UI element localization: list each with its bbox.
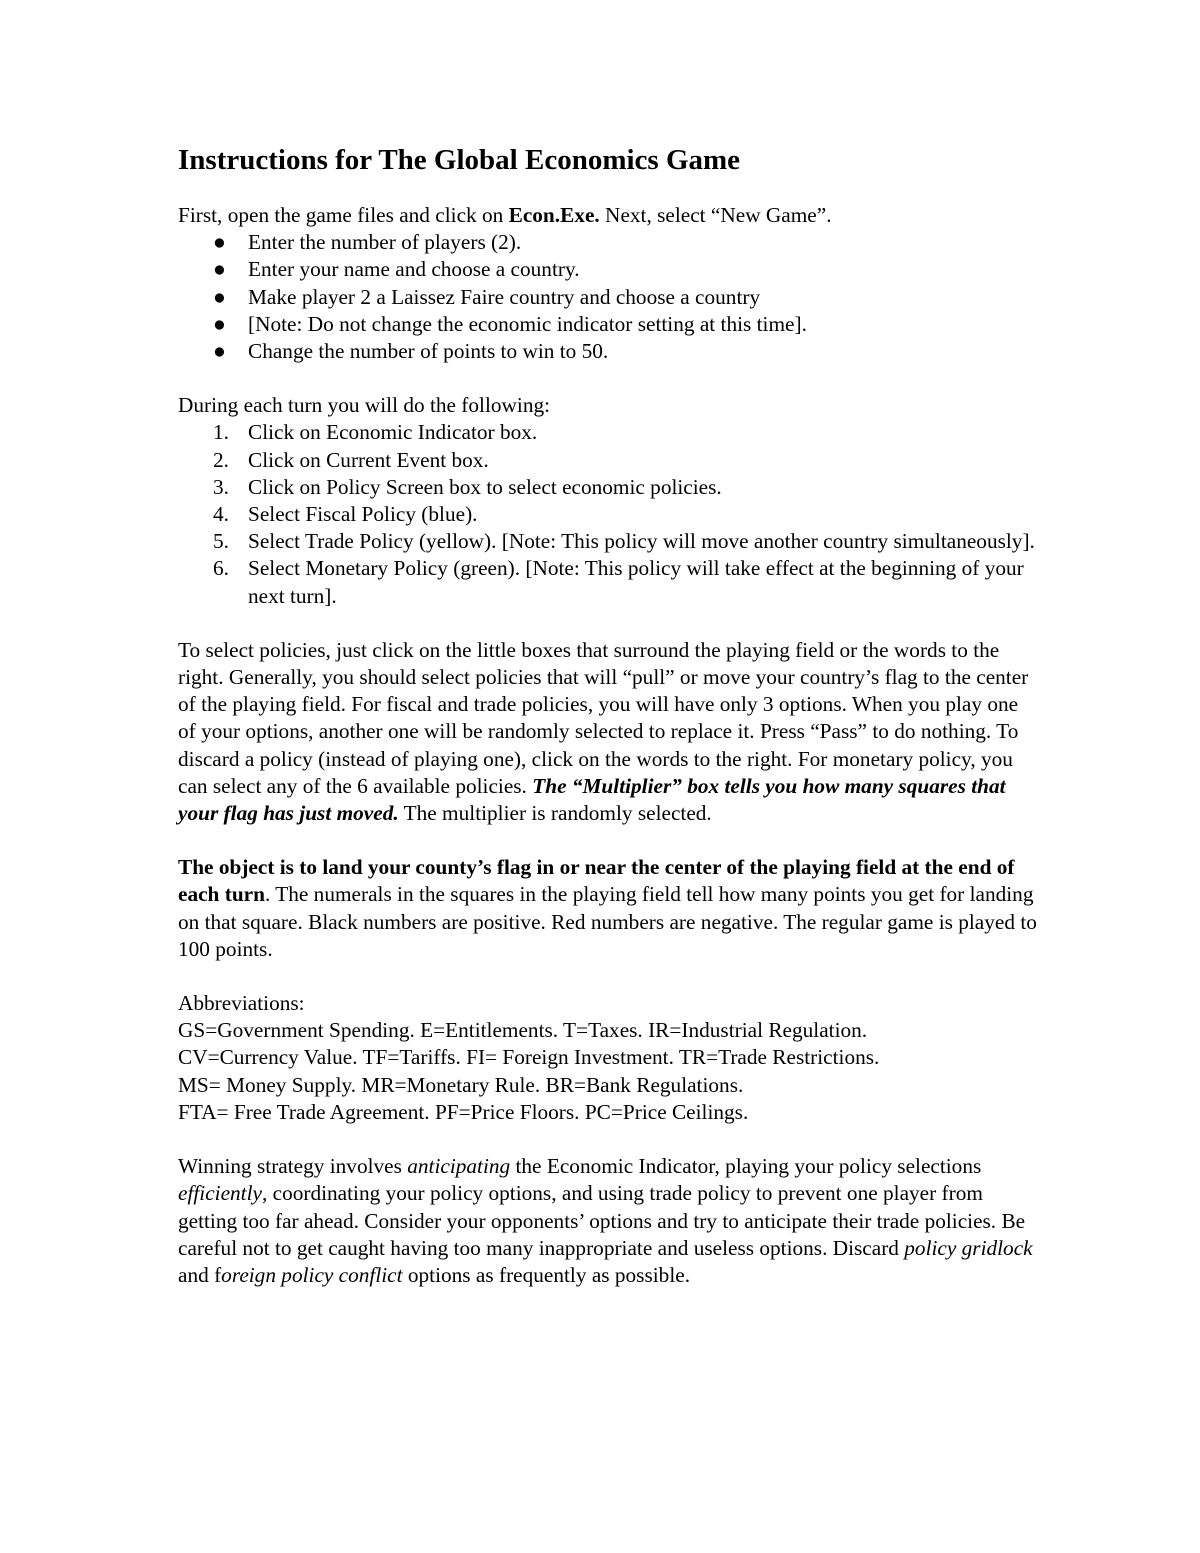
step-number: 6. <box>213 556 229 581</box>
abbreviation-line: GS=Government Spending. E=Entitlements. T=Taxes. IR=Industrial Regulation. <box>178 1018 868 1043</box>
setup-list <box>178 229 1038 365</box>
step-text: Click on Policy Screen box to select economic policies. <box>248 474 722 499</box>
abbreviation-line: FTA= Free Trade Agreement. PF=Price Floors. PC=Price Ceilings. <box>178 1099 749 1124</box>
strategy-emphasis: policy gridlock <box>904 1235 1033 1260</box>
step-number: 4. <box>213 502 229 527</box>
object-text: . The numerals in the squares in the playing field tell how many points you get for landing on that square. Black numbers are positive. Red numbers are negative. The regular game is played to 100 points. <box>178 882 1037 961</box>
list-item <box>178 256 1038 283</box>
spacer <box>178 827 1038 854</box>
intro-executable-name: Econ.Exe. <box>508 203 600 227</box>
bullet-icon: ● <box>213 230 226 255</box>
spacer <box>178 365 1038 392</box>
step-text: Select Trade Policy (yellow). [Note: This policy will move another country simultaneously]. <box>248 529 1035 554</box>
list-item-text: Change the number of points to win to 50. <box>248 339 609 364</box>
list-item <box>178 311 1038 338</box>
list-item-text: [Note: Do not change the economic indicator setting at this time]. <box>248 311 807 336</box>
strategy-text: and f <box>178 1262 222 1287</box>
strategy-paragraph <box>178 1153 1038 1289</box>
page-title: Instructions for The Global Economics Game <box>178 144 741 176</box>
spacer <box>178 610 1038 637</box>
list-item <box>178 528 1038 555</box>
bullet-icon: ● <box>213 284 226 309</box>
object-statement: The object is to land your county’s flag in or near the center of the playing field at the end of each turn <box>178 855 1015 907</box>
strategy-emphasis: anticipating <box>407 1154 511 1179</box>
strategy-text: the Economic Indicator, playing your policy selections <box>510 1154 982 1179</box>
list-item <box>178 338 1038 365</box>
step-number: 2. <box>213 447 229 472</box>
list-item <box>178 419 1038 446</box>
step-text: Click on Current Event box. <box>248 447 489 472</box>
object-paragraph <box>178 854 1038 963</box>
multiplier-note: The “Multiplier” box tells you how many squares that your flag has just moved. <box>178 773 1006 826</box>
step-text: Select Monetary Policy (green). [Note: This policy will take effect at the beginning of your next turn]. <box>248 556 1024 608</box>
list-item <box>178 229 1038 256</box>
policies-text-1: To select policies, just click on the little boxes that surround the playing field or the words to the right. Generally, you should select policies that will “pull” or move your country’s flag to the center of the playing field. For fiscal and trade policies, you will have only 3 options. When you play one of your options, another one will be randomly selected to replace it. Press “Pass” to do nothing. To discard a policy (instead of playing one), click on the words to the right. For monetary policy, you can select any of the 6 available policies. <box>178 637 1029 798</box>
step-number: 1. <box>213 420 229 445</box>
strategy-text: Winning strategy involves <box>178 1154 408 1179</box>
policies-text-2: The multiplier is randomly selected. <box>398 801 712 826</box>
abbreviation-line: MS= Money Supply. MR=Monetary Rule. BR=Bank Regulations. <box>178 1072 744 1097</box>
list-item <box>178 474 1038 501</box>
list-item-text: Make player 2 a Laissez Faire country and choose a country <box>248 284 761 309</box>
intro-paragraph <box>178 202 1038 229</box>
step-text: Select Fiscal Policy (blue). <box>248 502 478 527</box>
strategy-text: options as frequently as possible. <box>402 1262 691 1287</box>
abbreviation-line: CV=Currency Value. TF=Tariffs. FI= Foreign Investment. TR=Trade Restrictions. <box>178 1045 880 1070</box>
list-item <box>178 555 1038 609</box>
abbreviations-heading: Abbreviations: <box>178 991 305 1016</box>
policies-paragraph <box>178 637 1038 827</box>
list-item <box>178 501 1038 528</box>
list-item-text: Enter your name and choose a country. <box>248 257 580 282</box>
strategy-text: , coordinating your policy options, and using trade policy to prevent one player from getting too far ahead. Consider your opponents’ options and try to anticipate their trade policies. Be careful not to get caught having too many inappropriate and useless options. Discard <box>178 1181 1026 1260</box>
list-item-text: Enter the number of players (2). <box>248 230 522 255</box>
step-number: 5. <box>213 529 229 554</box>
list-item <box>178 447 1038 474</box>
intro-text-2: Next, select “New Game”. <box>599 203 832 227</box>
abbreviations-section <box>178 990 1038 1126</box>
strategy-emphasis: oreign policy conflict <box>221 1262 403 1287</box>
turn-steps-list <box>178 419 1038 609</box>
list-item <box>178 284 1038 311</box>
document-page <box>178 140 1038 1289</box>
spacer <box>178 1126 1038 1153</box>
step-number: 3. <box>213 474 229 499</box>
bullet-icon: ● <box>213 339 226 364</box>
bullet-icon: ● <box>213 311 226 336</box>
step-text: Click on Economic Indicator box. <box>248 420 538 445</box>
bullet-icon: ● <box>213 257 226 282</box>
turn-intro: During each turn you will do the following: <box>178 393 551 418</box>
intro-text-1: First, open the game files and click on <box>178 203 509 227</box>
strategy-emphasis: efficiently <box>178 1181 262 1206</box>
spacer <box>178 963 1038 990</box>
